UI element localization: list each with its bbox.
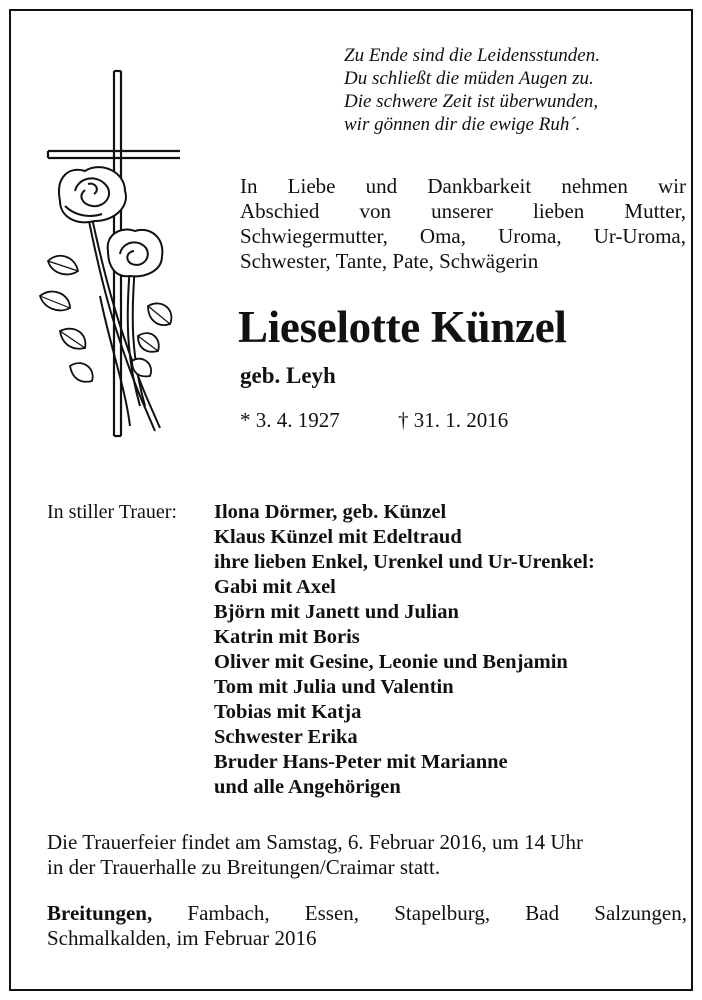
poem-line: Die schwere Zeit ist überwunden, <box>344 91 599 112</box>
mourner-line: Klaus Künzel mit Edeltraud <box>214 526 462 548</box>
funeral-service-info <box>47 830 687 880</box>
place-and-date <box>47 901 687 951</box>
mourner-line: und alle Angehörigen <box>214 776 401 798</box>
mourners-label: In stiller Trauer: <box>47 501 177 523</box>
service-line: in der Trauerhalle zu Breitungen/Craimar statt. <box>47 855 441 879</box>
life-dates <box>240 406 508 434</box>
intro-line: Schwester, Tante, Pate, Schwägerin <box>240 249 539 273</box>
mourner-line: Björn mit Janett und Julian <box>214 601 459 623</box>
mourner-line: Schwester Erika <box>214 726 358 748</box>
mourner-line: Ilona Dörmer, geb. Künzel <box>214 501 447 523</box>
mourners-list <box>214 500 595 800</box>
mourner-line: Tobias mit Katja <box>214 701 362 723</box>
mourner-line: Gabi mit Axel <box>214 576 336 598</box>
birth-date: * 3. 4. 1927 <box>240 408 340 432</box>
place-towns: Fambach, Essen, Stapelburg, Bad Salzungen, <box>187 901 687 925</box>
mourner-line: Tom mit Julia und Valentin <box>214 676 454 698</box>
poem-line: wir gönnen dir die ewige Ruh´. <box>344 114 581 135</box>
mourner-line: ihre lieben Enkel, Urenkel und Ur-Urenkel: <box>214 551 595 573</box>
poem <box>344 44 600 136</box>
deceased-name: Lieselotte Künzel <box>238 302 567 352</box>
death-date: † 31. 1. 2016 <box>398 408 509 432</box>
service-line: Die Trauerfeier findet am Samstag, 6. Februar 2016, um 14 Uhr <box>47 830 583 854</box>
intro-text <box>240 174 686 274</box>
mourner-line: Bruder Hans-Peter mit Marianne <box>214 751 508 773</box>
place-line: Schmalkalden, im Februar 2016 <box>47 926 317 950</box>
mourner-line: Katrin mit Boris <box>214 626 360 648</box>
cross-with-roses-icon <box>30 66 180 446</box>
place-town: Breitungen, <box>47 901 153 925</box>
mourner-line: Oliver mit Gesine, Leonie und Benjamin <box>214 651 568 673</box>
poem-line: Zu Ende sind die Leidensstunden. <box>344 45 600 66</box>
place-line <box>47 901 687 926</box>
poem-line: Du schließt die müden Augen zu. <box>344 68 594 89</box>
intro-line: In Liebe und Dankbarkeit nehmen wir <box>240 174 686 198</box>
intro-line: Schwiegermutter, Oma, Uroma, Ur-Uroma, <box>240 224 686 248</box>
intro-line: Abschied von unserer lieben Mutter, <box>240 199 686 223</box>
birth-name: geb. Leyh <box>240 363 336 388</box>
